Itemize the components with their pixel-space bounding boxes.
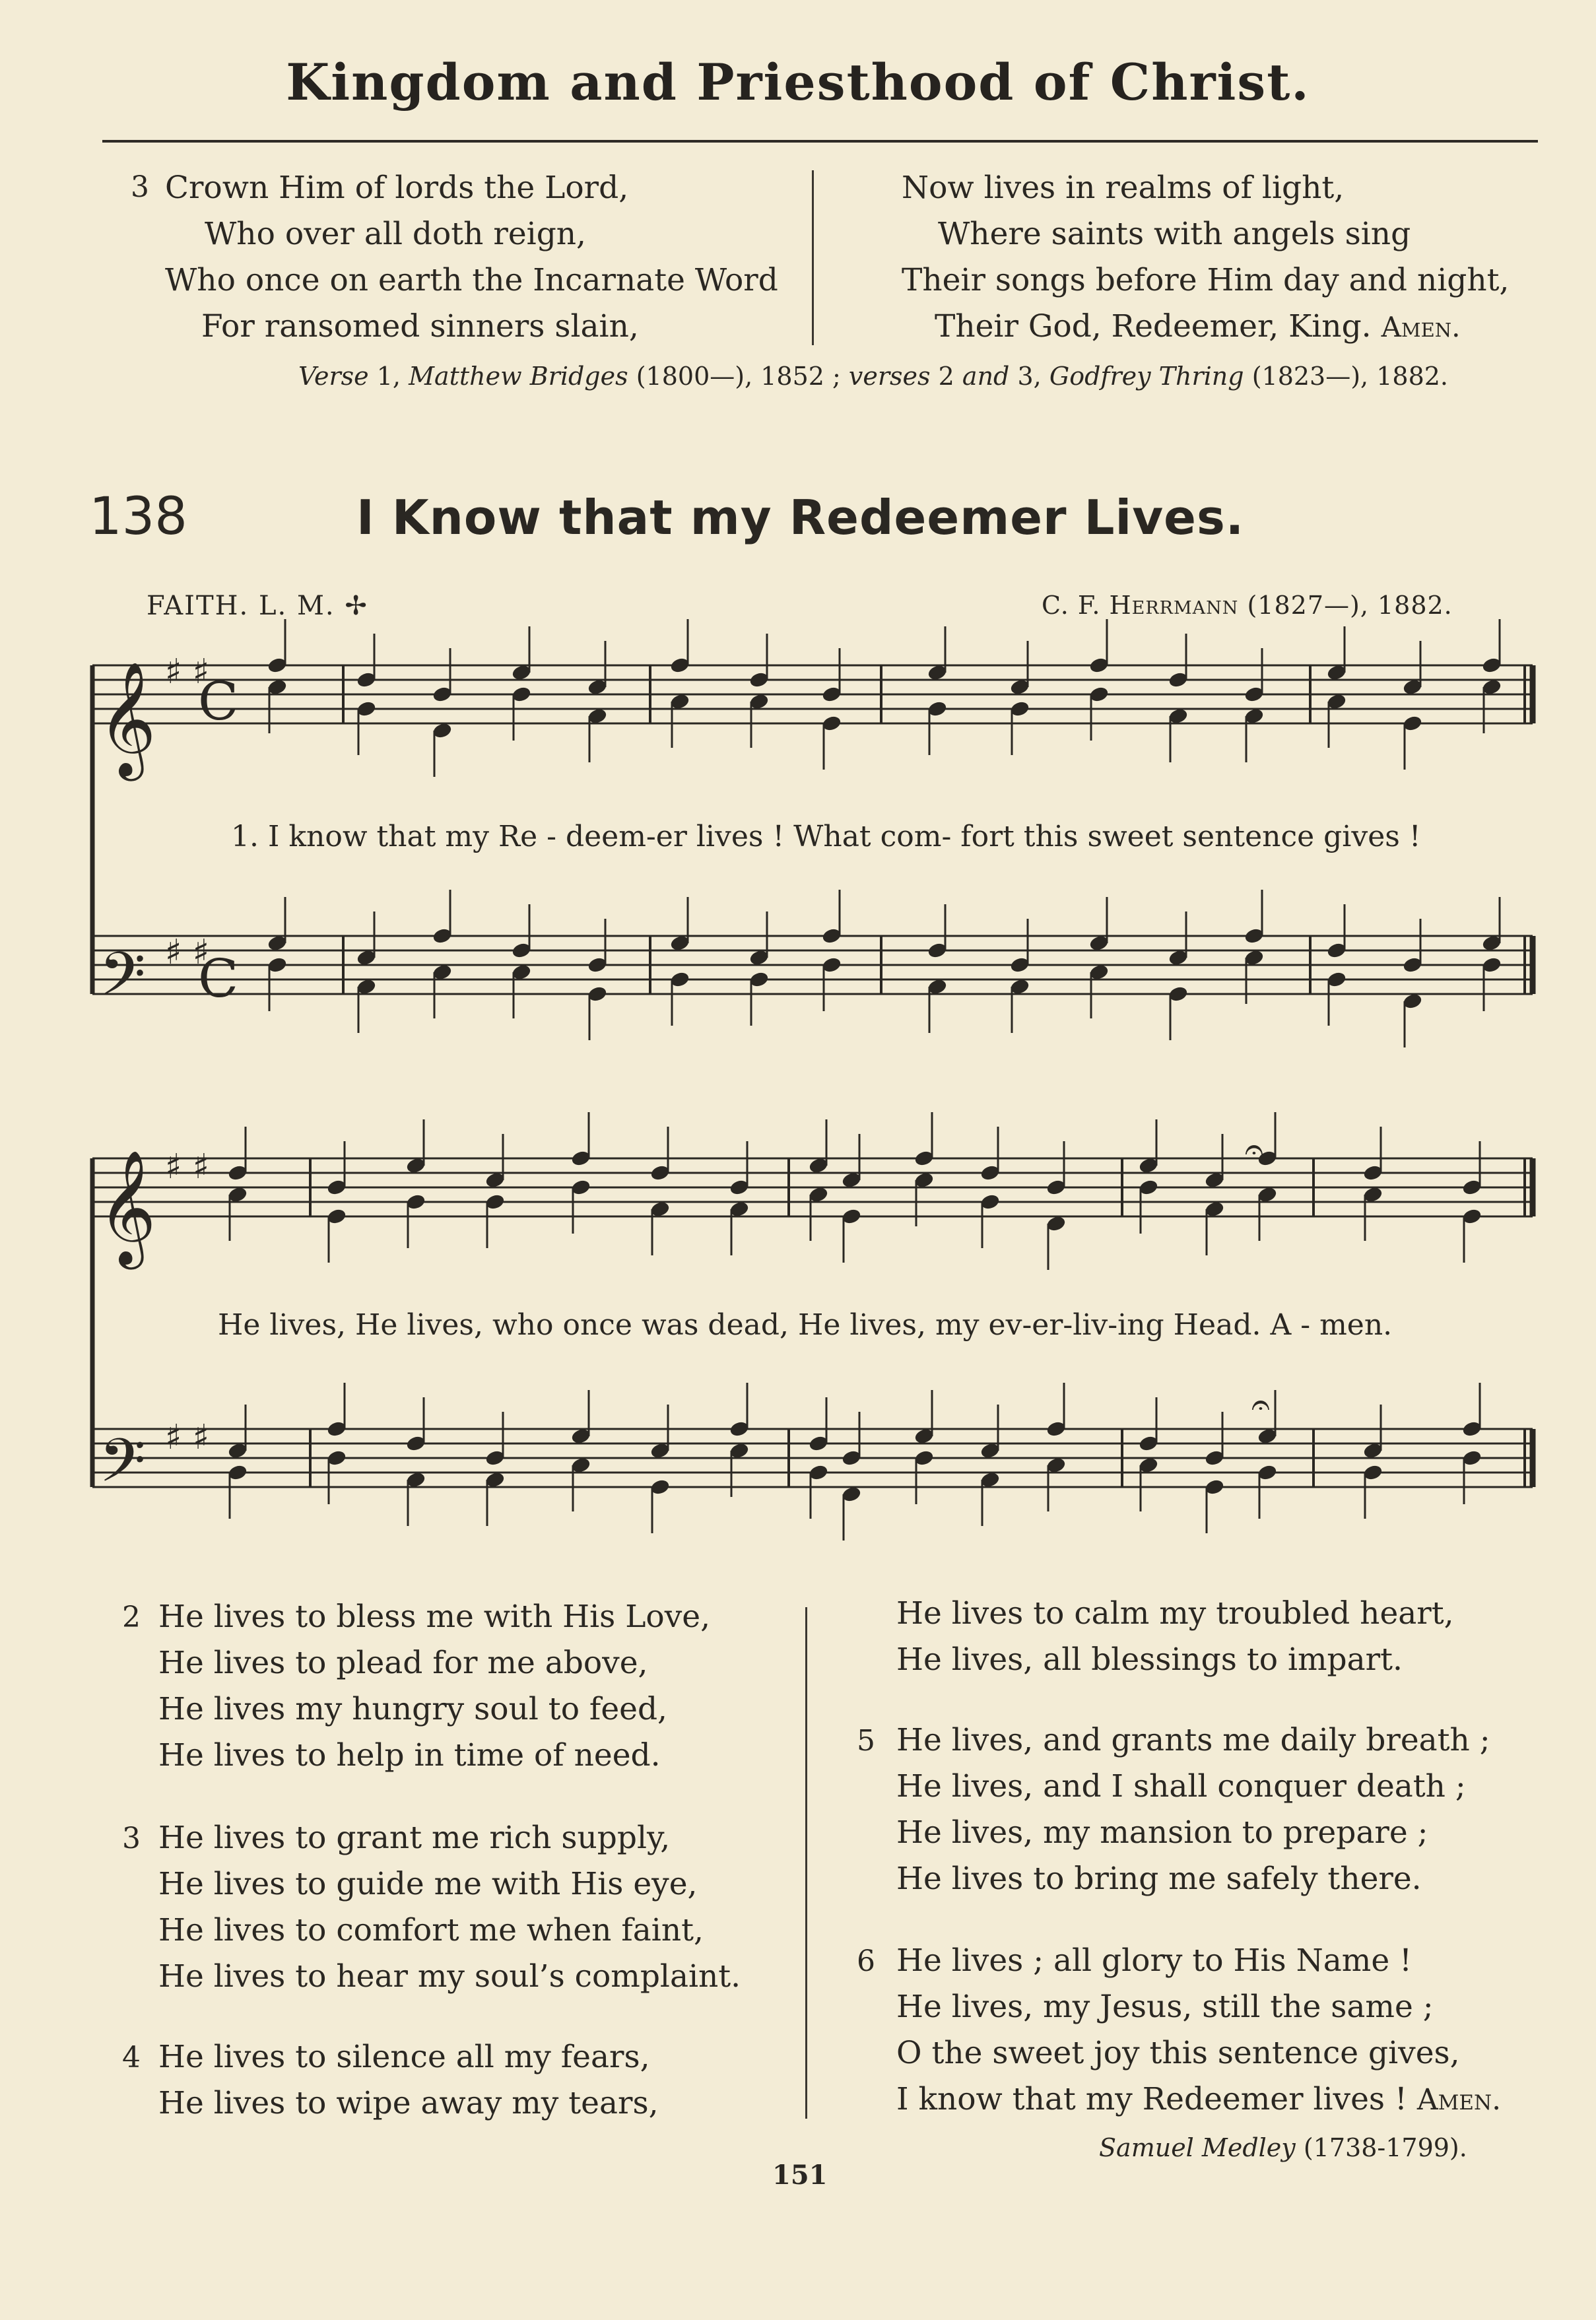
stanza-number: 4 (122, 2041, 141, 2074)
verse-line: Who over all doth reign, (205, 216, 586, 252)
key-signature: ♯ ♯ (165, 1147, 209, 1187)
tune-name: FAITH. L. M. ✢ (147, 591, 368, 621)
page-number: 151 (772, 2160, 828, 2191)
fermata: 𝄐 (1251, 1385, 1270, 1424)
stanza-3: He lives to grant me rich supply, He lives to guide me with His eye, He lives to comfort me when faint, He lives to hear my soul’s complaint. (158, 1820, 741, 1995)
verse-line: Now lives in realms of light, (902, 170, 1345, 206)
time-signature: C (198, 671, 239, 732)
notes (228, 619, 1502, 1541)
stanza-2: He lives to bless me with His Love, He lives to plead for me above, He lives my hungry soul to feed, He lives to help in time of need. (158, 1599, 711, 1773)
stanza-number: 2 (122, 1601, 141, 1634)
lyrics-line: 1. I know that my Re - deem-er lives ! What com- fort this sweet sentence gives ! (231, 820, 1421, 853)
amen: Amen. (1381, 311, 1461, 343)
hymn-title: I Know that my Redeemer Lives. (356, 490, 1245, 545)
verse-line: Where saints with angels sing (938, 216, 1411, 252)
stanza-number: 5 (857, 1724, 875, 1758)
verse-line: Crown Him of lords the Lord, (165, 170, 629, 206)
author-credit: Samuel Medley (1738-1799). (1099, 2133, 1467, 2162)
author-credit: Verse 1, Matthew Bridges (1800—), 1852 ; verses 2 and 3, Godfrey Thring (1823—), 1882. (298, 362, 1449, 391)
stanza-number: 3 (122, 1822, 141, 1855)
time-signature: C (198, 948, 239, 1009)
running-header: Kingdom and Priesthood of Christ. (286, 53, 1310, 112)
stanza-4-part-2: He lives to calm my troubled heart, He lives, all blessings to impart. (896, 1595, 1454, 1678)
bar-lines (92, 665, 1533, 1487)
stanza-5: He lives, and grants me daily breath ; He lives, and I shall conquer death ; He lives, my mansion to prepare ; He lives to bring me safely there. (896, 1722, 1490, 1897)
key-signature: ♯ ♯ (165, 933, 209, 972)
verse-line-text: Their God, Redeemer, King. (935, 308, 1372, 345)
stanza-6: He lives ; all glory to His Name ! He lives, my Jesus, still the same ; O the sweet joy this sentence gives, I know that my Redeemer lives ! Amen. (896, 1942, 1502, 2117)
hymn-number: 138 (89, 487, 187, 547)
verse-line: For ransomed sinners slain, (201, 308, 639, 345)
bass-clef: 𝄢 (99, 939, 146, 1024)
stanza-number: 6 (857, 1944, 875, 1978)
key-signature: ♯ ♯ (165, 1418, 209, 1457)
treble-clef: 𝄞 (98, 661, 156, 776)
column-divider (805, 1607, 807, 2119)
verse-line: Their songs before Him day and night, (902, 262, 1510, 298)
clefs (98, 652, 1270, 1510)
fermata: 𝄐 (1245, 1130, 1263, 1168)
verse-line: Who once on earth the Incarnate Word (165, 262, 778, 298)
lyrics-line: He lives, He lives, who once was dead, He lives, my ev-er-liv-ing Head. A - men. (218, 1308, 1393, 1342)
composer-credit: C. F. Herrmann (1827—), 1882. (1042, 591, 1453, 620)
staff-lines (92, 665, 1533, 1487)
key-signature: ♯ ♯ (165, 652, 209, 692)
amen: Amen. (1416, 2083, 1502, 2117)
verse-number: 3 (131, 170, 149, 204)
bass-clef: 𝄢 (99, 1426, 146, 1510)
treble-clef: 𝄞 (98, 1150, 156, 1265)
stanza-4-part-1: He lives to silence all my fears, He lives to wipe away my tears, (158, 2039, 659, 2121)
